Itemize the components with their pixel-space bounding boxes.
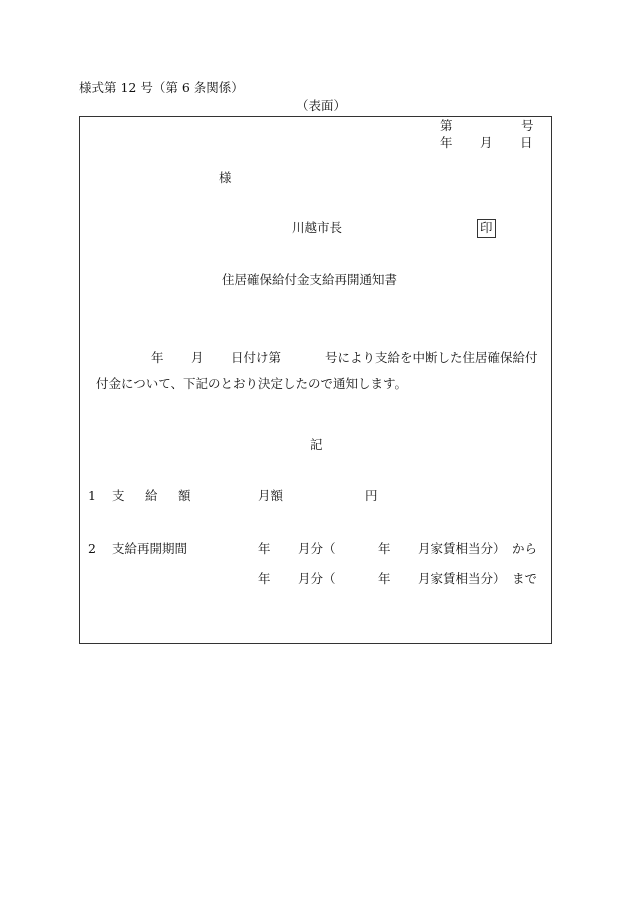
date-year: 年 [440,135,453,150]
issuer-name: 川越市長 [292,220,343,235]
item2-row2-month-part: 月分（ [298,571,336,586]
body-year: 年 [151,350,164,365]
item2-row2-rent: 月家賃相当分） [418,571,506,586]
body-date-suffix: 日付け第 [231,350,282,365]
form-number: 様式第 12 号（第 6 条関係） [79,80,244,95]
item1-label-char2: 給 [145,488,158,503]
item1-number: 1 [88,488,96,503]
item2-row1-end: から [512,541,538,556]
item1-monthly-label: 月額 [258,488,284,503]
ki-heading: 記 [310,437,323,452]
date-month: 月 [480,135,493,150]
item2-row1-year2: 年 [378,541,391,556]
item2-row1-month-part: 月分（ [298,541,336,556]
date-day: 日 [520,135,533,150]
item1-label-char3: 額 [178,488,191,503]
item2-row2-year: 年 [258,571,271,586]
body-month: 月 [191,350,204,365]
item1-yen-unit: 円 [365,488,378,503]
form-side-label: （表面） [296,98,347,113]
addressee-honorific: 様 [219,170,232,185]
item2-row1-year: 年 [258,541,271,556]
body-line-2: 付金について、下記のとおり決定したので通知します。 [96,376,408,391]
document-number-suffix: 号 [521,118,534,133]
item1-label-char1: 支 [112,488,125,503]
item2-row1-rent: 月家賃相当分） [418,541,506,556]
seal-stamp: 印 [477,219,496,238]
document-number-prefix: 第 [440,118,453,133]
document-title: 住居確保給付金支給再開通知書 [222,272,398,287]
item2-row2-end: まで [512,571,538,586]
item2-label: 支給再開期間 [112,541,188,556]
item2-number: 2 [88,541,96,556]
item2-row2-year2: 年 [378,571,391,586]
body-number-suffix: 号により支給を中断した住居確保給付 [325,350,538,365]
